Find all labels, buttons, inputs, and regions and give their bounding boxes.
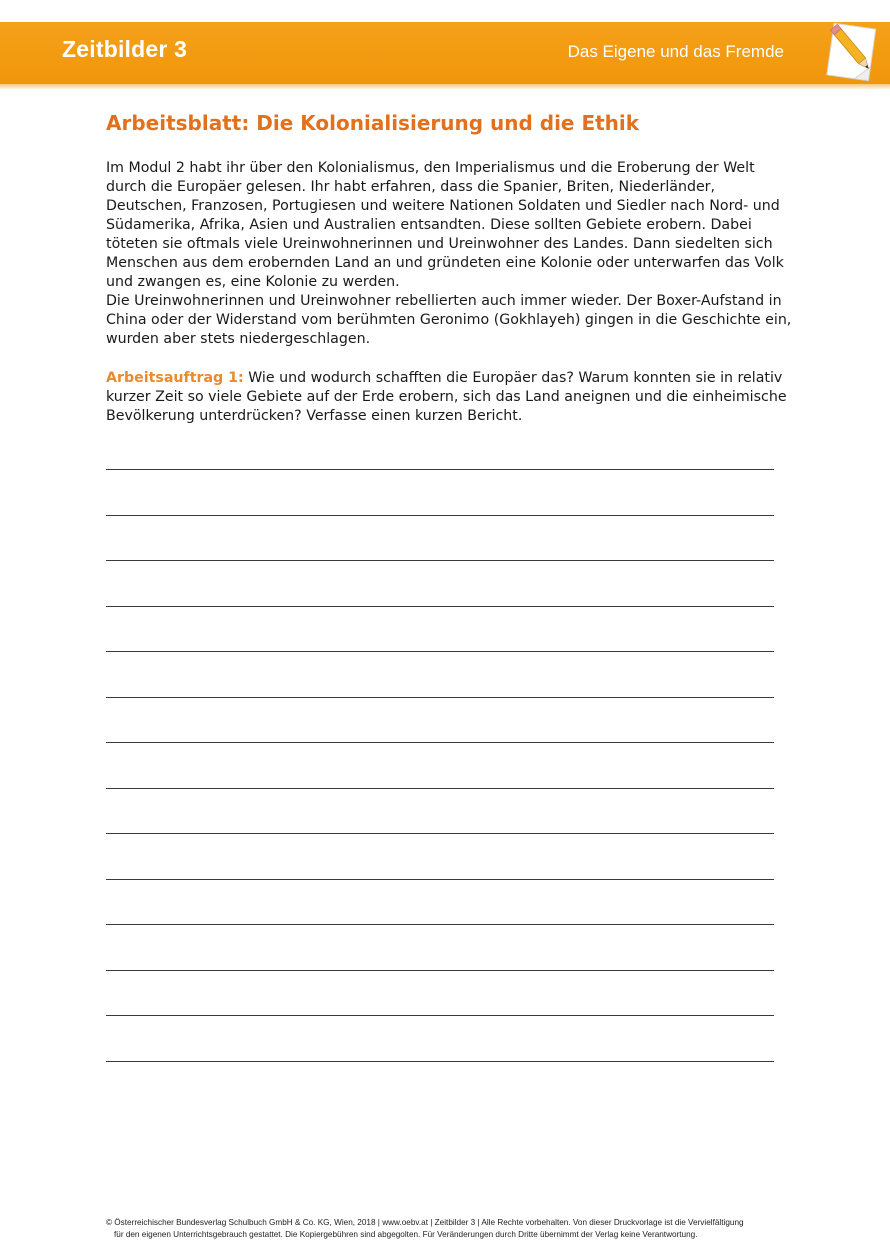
answer-line[interactable] xyxy=(106,1015,774,1016)
answer-line[interactable] xyxy=(106,879,774,880)
answer-line[interactable] xyxy=(106,515,774,516)
chapter-title: Das Eigene und das Fremde xyxy=(567,42,784,61)
answer-line[interactable] xyxy=(106,697,774,698)
answer-line[interactable] xyxy=(106,924,774,925)
answer-line[interactable] xyxy=(106,560,774,561)
answer-line[interactable] xyxy=(106,788,774,789)
answer-line[interactable] xyxy=(106,970,774,971)
answer-line[interactable] xyxy=(106,1061,774,1062)
intro-text xyxy=(106,159,796,349)
answer-line[interactable] xyxy=(106,651,774,652)
answer-line[interactable] xyxy=(106,606,774,607)
footer-copyright: für den eigenen Unterrichtsgebrauch gestattet. Die Kopiergebühren sind abgegolten. Für Veränderungen durch Dritte übernimmt der Verlag keine Verantwortung. xyxy=(114,1230,698,1239)
intro-paragraph: Die Ureinwohnerinnen und Ureinwohner rebellierten auch immer wieder. Der Boxer-Aufstand in China oder der Widerstand vom berühmten Geronimo (Gokhlayeh) gingen in die Geschichte ein, wurden aber stets niedergeschlagen. xyxy=(106,293,792,347)
answer-line[interactable] xyxy=(106,833,774,834)
brand-title: Zeitbilder 3 xyxy=(62,36,188,62)
worksheet-title: Arbeitsblatt: Die Kolonialisierung und die Ethik xyxy=(106,111,640,135)
intro-paragraph: Im Modul 2 habt ihr über den Kolonialismus, den Imperialismus und die Eroberung der Welt durch die Europäer gelesen. Ihr habt erfahren, dass die Spanier, Briten, Niederländer, Deutschen, Franzosen, Portugiesen und weitere Nationen Soldaten und Siedler nach Nord- und Südamerika, Afrika, Asien und Australien entsandten. Diese sollten Gebiete erobern. Dabei töteten sie oftmals viele Ureinwohnerinnen und Ureinwohner des Landes. Dann siedelten sich Menschen aus dem erobernden Land an und gründeten eine Kolonie oder unterwarfen das Volk und zwangen es, eine Kolonie zu werden. xyxy=(106,160,784,290)
header-shadow xyxy=(0,84,890,90)
footer-copyright: © Österreichischer Bundesverlag Schulbuch GmbH & Co. KG, Wien, 2018 | www.oebv.at | Zeitbilder 3 | Alle Rechte vorbehalten. Von dieser Druckvorlage ist die Vervielfältigung xyxy=(106,1218,744,1227)
task-instruction xyxy=(106,369,796,426)
task-label: Arbeitsauftrag 1: xyxy=(106,370,244,386)
answer-lines xyxy=(106,469,774,1106)
task-text: Wie und wodurch schafften die Europäer das? Warum konnten sie in relativ kurzer Zeit so viele Gebiete auf der Erde erobern, sich das Land aneignen und die einheimische Bevölkerung unterdrücken? Verfasse einen kurzen Bericht. xyxy=(106,370,787,424)
note-pencil-icon xyxy=(820,18,882,90)
answer-line[interactable] xyxy=(106,469,774,470)
footer xyxy=(106,1217,806,1241)
answer-line[interactable] xyxy=(106,742,774,743)
